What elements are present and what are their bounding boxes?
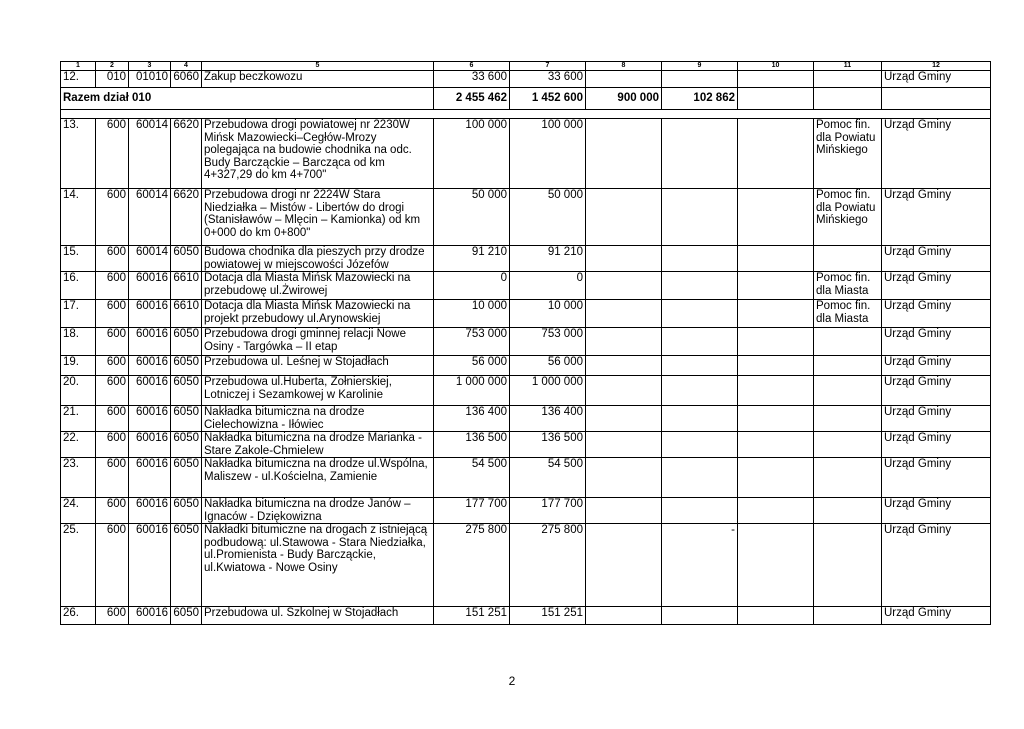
amount-cell: 0: [434, 272, 510, 300]
note-cell: [814, 524, 882, 607]
table-row: [61, 272, 991, 300]
summary-amount: 900 000: [586, 88, 662, 110]
amount-cell: 151 251: [434, 607, 510, 625]
dzial-cell: 600: [96, 524, 129, 607]
header-cell: 6: [434, 62, 510, 71]
header-cell: 11: [814, 62, 882, 71]
header-cell: 2: [96, 62, 129, 71]
amount-cell: [662, 458, 738, 498]
amount-cell: 136 500: [510, 432, 586, 458]
note-cell: [814, 356, 882, 376]
amount-cell: [586, 607, 662, 625]
note-cell: [814, 71, 882, 88]
amount-cell: 0: [510, 272, 586, 300]
row-number: 14.: [61, 189, 96, 246]
paragraf-cell: 6050: [171, 356, 202, 376]
paragraf-cell: 6050: [171, 246, 202, 272]
note-cell: Pomoc fin. dla Miasta: [814, 272, 882, 300]
rozdzial-cell: 60016: [129, 607, 171, 625]
spacer-cell: [61, 110, 991, 119]
rozdzial-cell: 60016: [129, 328, 171, 356]
row-number: 21.: [61, 406, 96, 432]
header-cell: 8: [586, 62, 662, 71]
note-cell: [814, 246, 882, 272]
note-cell: [814, 607, 882, 625]
amount-cell: [662, 356, 738, 376]
paragraf-cell: 6610: [171, 272, 202, 300]
dzial-cell: 600: [96, 189, 129, 246]
paragraf-cell: 6050: [171, 328, 202, 356]
amount-cell: [662, 328, 738, 356]
dzial-cell: 600: [96, 119, 129, 189]
amount-cell: 136 400: [434, 406, 510, 432]
amount-cell: [738, 406, 814, 432]
dzial-cell: 600: [96, 300, 129, 328]
header-cell: 7: [510, 62, 586, 71]
row-number: 18.: [61, 328, 96, 356]
amount-cell: 91 210: [510, 246, 586, 272]
task-name-cell: Nakładka bitumiczna na drodze ul.Wspólna, Maliszew - ul.Kościelna, Zamienie: [202, 458, 434, 498]
rozdzial-cell: 60016: [129, 524, 171, 607]
amount-cell: 1 000 000: [510, 376, 586, 406]
amount-cell: 1 000 000: [434, 376, 510, 406]
paragraf-cell: 6050: [171, 498, 202, 524]
table-row: [61, 246, 991, 272]
paragraf-cell: 6050: [171, 406, 202, 432]
amount-cell: [738, 458, 814, 498]
unit-cell: Urząd Gminy: [882, 246, 991, 272]
amount-cell: 151 251: [510, 607, 586, 625]
amount-cell: [586, 300, 662, 328]
note-cell: Pomoc fin. dla Powiatu Mińskiego: [814, 119, 882, 189]
dzial-cell: 600: [96, 498, 129, 524]
note-cell: [814, 406, 882, 432]
summary-amount: 2 455 462: [434, 88, 510, 110]
unit-cell: Urząd Gminy: [882, 498, 991, 524]
table-row: [61, 328, 991, 356]
unit-cell: Urząd Gminy: [882, 119, 991, 189]
amount-cell: [738, 376, 814, 406]
amount-cell: -: [662, 524, 738, 607]
amount-cell: [586, 119, 662, 189]
amount-cell: [738, 498, 814, 524]
rozdzial-cell: 60014: [129, 189, 171, 246]
task-name-cell: Nakładka bitumiczna na drodze Cielechowizna - Iłówiec: [202, 406, 434, 432]
header-cell: 4: [171, 62, 202, 71]
paragraf-cell: 6050: [171, 524, 202, 607]
rozdzial-cell: 60014: [129, 246, 171, 272]
amount-cell: 10 000: [434, 300, 510, 328]
paragraf-cell: 6050: [171, 607, 202, 625]
dzial-cell: 600: [96, 272, 129, 300]
amount-cell: [662, 272, 738, 300]
unit-cell: Urząd Gminy: [882, 458, 991, 498]
unit-cell: Urząd Gminy: [882, 432, 991, 458]
task-name-cell: Zakup beczkowozu: [202, 71, 434, 88]
amount-cell: [586, 272, 662, 300]
unit-cell: Urząd Gminy: [882, 272, 991, 300]
header-row: [61, 62, 991, 71]
task-name-cell: Budowa chodnika dla pieszych przy drodze powiatowej w miejscowości Józefów: [202, 246, 434, 272]
dzial-cell: 600: [96, 432, 129, 458]
paragraf-cell: 6610: [171, 300, 202, 328]
amount-cell: 56 000: [510, 356, 586, 376]
amount-cell: 56 000: [434, 356, 510, 376]
rozdzial-cell: 60016: [129, 432, 171, 458]
amount-cell: 33 600: [510, 71, 586, 88]
amount-cell: 10 000: [510, 300, 586, 328]
note-cell: [814, 432, 882, 458]
table-row: [61, 71, 991, 88]
rozdzial-cell: 60016: [129, 406, 171, 432]
amount-cell: 33 600: [434, 71, 510, 88]
paragraf-cell: 6060: [171, 71, 202, 88]
task-name-cell: Dotacja dla Miasta Mińsk Mazowiecki na projekt przebudowy ul.Arynowskiej: [202, 300, 434, 328]
unit-cell: Urząd Gminy: [882, 376, 991, 406]
unit-cell: Urząd Gminy: [882, 189, 991, 246]
task-name-cell: Nakładki bitumiczne na drogach z istniejącą podbudową: ul.Stawowa - Stara Niedziałka, ul.Promienista - Budy Barcząckie, ul.Kwiatowa - Nowe Osiny: [202, 524, 434, 607]
amount-cell: [738, 272, 814, 300]
dzial-cell: 600: [96, 246, 129, 272]
empty-cell: [738, 88, 814, 110]
amount-cell: [662, 300, 738, 328]
amount-cell: [662, 189, 738, 246]
paragraf-cell: 6620: [171, 119, 202, 189]
amount-cell: 91 210: [434, 246, 510, 272]
amount-cell: [738, 328, 814, 356]
row-number: 16.: [61, 272, 96, 300]
page-number: 2: [508, 674, 516, 688]
header-cell: 1: [61, 62, 96, 71]
unit-cell: Urząd Gminy: [882, 607, 991, 625]
amount-cell: [738, 432, 814, 458]
task-name-cell: Przebudowa ul. Leśnej w Stojadłach: [202, 356, 434, 376]
amount-cell: [586, 328, 662, 356]
row-number: 13.: [61, 119, 96, 189]
unit-cell: Urząd Gminy: [882, 300, 991, 328]
row-number: 26.: [61, 607, 96, 625]
amount-cell: [662, 607, 738, 625]
amount-cell: [738, 246, 814, 272]
note-cell: [814, 376, 882, 406]
paragraf-cell: 6050: [171, 432, 202, 458]
table-row: [61, 498, 991, 524]
empty-cell: [814, 88, 882, 110]
paragraf-cell: 6620: [171, 189, 202, 246]
amount-cell: [586, 376, 662, 406]
amount-cell: 54 500: [510, 458, 586, 498]
task-name-cell: Przebudowa ul.Huberta, Żołnierskiej, Lotniczej i Sezamkowej w Karolinie: [202, 376, 434, 406]
dzial-cell: 600: [96, 406, 129, 432]
row-number: 22.: [61, 432, 96, 458]
unit-cell: Urząd Gminy: [882, 406, 991, 432]
task-name-cell: Przebudowa drogi powiatowej nr 2230W Mińsk Mazowiecki–Cegłów-Mrozy polegająca na budowie chodnika na odc. Budy Barcząckie – Barcząca od km 4+327,29 do km 4+700": [202, 119, 434, 189]
dzial-cell: 600: [96, 328, 129, 356]
amount-cell: [738, 119, 814, 189]
dzial-cell: 600: [96, 458, 129, 498]
task-name-cell: Przebudowa drogi nr 2224W Stara Niedziałka – Mistów - Libertów do drogi (Stanisławów – Mlęcin – Kamionka) od km 0+000 do km 0+800": [202, 189, 434, 246]
amount-cell: [586, 498, 662, 524]
table-row: [61, 356, 991, 376]
amount-cell: 177 700: [434, 498, 510, 524]
amount-cell: 50 000: [510, 189, 586, 246]
summary-amount: 1 452 600: [510, 88, 586, 110]
amount-cell: 177 700: [510, 498, 586, 524]
header-cell: 9: [662, 62, 738, 71]
header-cell: 12: [882, 62, 991, 71]
amount-cell: 54 500: [434, 458, 510, 498]
amount-cell: [662, 432, 738, 458]
dzial-cell: 600: [96, 356, 129, 376]
table-row: [61, 607, 991, 625]
dzial-cell: 010: [96, 71, 129, 88]
amount-cell: 753 000: [434, 328, 510, 356]
task-name-cell: Dotacja dla Miasta Mińsk Mazowiecki na przebudowę ul.Żwirowej: [202, 272, 434, 300]
note-cell: [814, 458, 882, 498]
rozdzial-cell: 60016: [129, 300, 171, 328]
amount-cell: [738, 300, 814, 328]
table-row: [61, 432, 991, 458]
dzial-cell: 600: [96, 607, 129, 625]
amount-cell: 275 800: [510, 524, 586, 607]
amount-cell: [586, 246, 662, 272]
table-row: [61, 119, 991, 189]
rozdzial-cell: 60016: [129, 376, 171, 406]
amount-cell: [738, 71, 814, 88]
note-cell: Pomoc fin. dla Powiatu Mińskiego: [814, 189, 882, 246]
row-number: 12.: [61, 71, 96, 88]
unit-cell: Urząd Gminy: [882, 328, 991, 356]
amount-cell: [662, 119, 738, 189]
rozdzial-cell: 60016: [129, 356, 171, 376]
row-number: 25.: [61, 524, 96, 607]
amount-cell: [662, 498, 738, 524]
row-number: 24.: [61, 498, 96, 524]
amount-cell: [586, 356, 662, 376]
table-row: [61, 406, 991, 432]
budget-table: [60, 61, 991, 625]
paragraf-cell: 6050: [171, 376, 202, 406]
table-row: [61, 458, 991, 498]
amount-cell: [738, 607, 814, 625]
amount-cell: [662, 406, 738, 432]
table-row: [61, 524, 991, 607]
amount-cell: [662, 376, 738, 406]
paragraf-cell: 6050: [171, 458, 202, 498]
task-name-cell: Przebudowa ul. Szkolnej w Stojadłach: [202, 607, 434, 625]
amount-cell: [738, 524, 814, 607]
amount-cell: 136 500: [434, 432, 510, 458]
amount-cell: [662, 246, 738, 272]
amount-cell: [586, 432, 662, 458]
header-cell: 5: [202, 62, 434, 71]
amount-cell: [738, 356, 814, 376]
amount-cell: [586, 406, 662, 432]
amount-cell: [586, 458, 662, 498]
unit-cell: Urząd Gminy: [882, 71, 991, 88]
summary-amount: 102 862: [662, 88, 738, 110]
rozdzial-cell: 60016: [129, 458, 171, 498]
rozdzial-cell: 60016: [129, 272, 171, 300]
header-cell: 3: [129, 62, 171, 71]
amount-cell: [586, 189, 662, 246]
table-row: [61, 189, 991, 246]
amount-cell: 100 000: [434, 119, 510, 189]
task-name-cell: Nakładka bitumiczna na drodze Janów – Ignaców - Dziękowizna: [202, 498, 434, 524]
row-number: 15.: [61, 246, 96, 272]
row-number: 23.: [61, 458, 96, 498]
task-name-cell: Nakładka bitumiczna na drodze Marianka - Stare Zakole-Chmielew: [202, 432, 434, 458]
row-number: 17.: [61, 300, 96, 328]
amount-cell: 753 000: [510, 328, 586, 356]
amount-cell: [662, 71, 738, 88]
amount-cell: 50 000: [434, 189, 510, 246]
row-number: 19.: [61, 356, 96, 376]
empty-cell: [882, 88, 991, 110]
amount-cell: 136 400: [510, 406, 586, 432]
spacer-row: [61, 110, 991, 119]
rozdzial-cell: 01010: [129, 71, 171, 88]
header-cell: 10: [738, 62, 814, 71]
rozdzial-cell: 60016: [129, 498, 171, 524]
amount-cell: 100 000: [510, 119, 586, 189]
unit-cell: Urząd Gminy: [882, 356, 991, 376]
table-row: [61, 376, 991, 406]
amount-cell: [738, 189, 814, 246]
amount-cell: [586, 71, 662, 88]
summary-row: [61, 88, 991, 110]
note-cell: [814, 498, 882, 524]
rozdzial-cell: 60014: [129, 119, 171, 189]
table-row: [61, 300, 991, 328]
note-cell: [814, 328, 882, 356]
amount-cell: 275 800: [434, 524, 510, 607]
amount-cell: [586, 524, 662, 607]
summary-label: Razem dział 010: [61, 88, 434, 110]
unit-cell: Urząd Gminy: [882, 524, 991, 607]
task-name-cell: Przebudowa drogi gminnej relacji Nowe Osiny - Targówka – II etap: [202, 328, 434, 356]
row-number: 20.: [61, 376, 96, 406]
note-cell: Pomoc fin. dla Miasta: [814, 300, 882, 328]
dzial-cell: 600: [96, 376, 129, 406]
